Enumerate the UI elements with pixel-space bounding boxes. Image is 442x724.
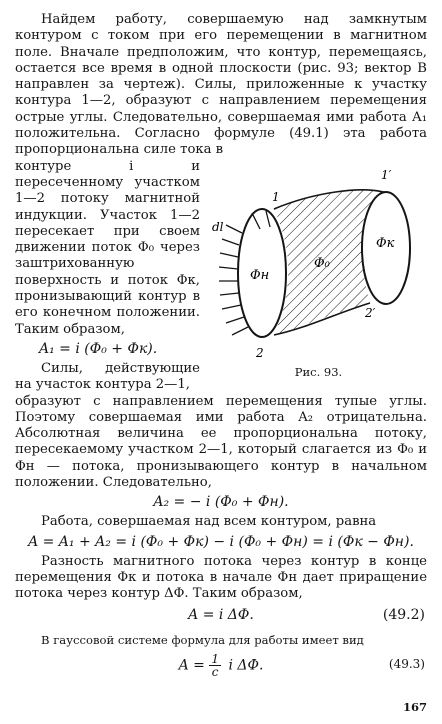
left-column xyxy=(15,159,200,394)
formula-49-2 xyxy=(15,607,427,627)
figure-93 xyxy=(212,163,425,379)
figure-caption: Рис. 93. xyxy=(294,364,343,379)
paragraph-flux-increment: Разность магнитного потока через контур в конце перемещения Φк и потока в начале Φн дает приращение потока через контур ΔΦ. Таким образом, xyxy=(15,553,427,602)
label-phi-0: Φ₀ xyxy=(314,255,330,271)
paragraph-flux-left: контуре i и пересеченному участком 1—2 потоку магнитной индукции. Участок 1—2 пересекает при своем движении поток Φ₀ через заштрихованную поверхность и поток Φк, пронизывающий контур в его конечном положении. Таким образом, xyxy=(15,158,200,337)
label-dl: dl xyxy=(212,219,224,234)
text-figure-wrap xyxy=(15,159,427,394)
paragraph-intro: Найдем работу, совершаемую над замкнутым контуром с током при его перемещении в магнитном поле. Вначале предположим, что контур, перемещаясь, остается все время в одной плоскости (рис. 93; вектор B направлен за чертеж). Силы, приложенные к участку контура 1—2, образуют с направлением перемещения острые углы. Следовательно, совершаемая ими работа A₁ положительна. Согласно формуле (49.1) эта работа пропорциональна силе тока в xyxy=(15,12,427,158)
label-phi-k: Φк xyxy=(376,235,395,251)
fraction-1-over-c xyxy=(209,653,221,678)
formula-a-total: A = A₁ + A₂ = i (Φ₀ + Φк) − i (Φ₀ + Φн) = i (Φк − Φн). xyxy=(28,533,414,550)
paragraph-gauss: В гауссовой системе формула для работы имеет вид xyxy=(41,632,364,647)
paragraph-total-work: Работа, совершаемая над всем контуром, равна xyxy=(41,514,377,530)
contour-diagram xyxy=(212,163,425,363)
formula-49-3-number: (49.3) xyxy=(388,656,425,671)
formula-49-3-expr xyxy=(15,653,427,678)
page-number: 167 xyxy=(402,700,427,714)
formula-49-3 xyxy=(15,651,427,679)
fraction-denominator: c xyxy=(211,664,219,679)
label-2: 2 xyxy=(256,345,264,360)
formula-a1: A₁ = i (Φ₀ + Φк). xyxy=(39,340,158,357)
fraction-numerator: 1 xyxy=(211,651,219,666)
paragraph-forces-rest: образуют с направлением перемещения тупые углы. Поэтому совершаемая ими работа A₂ отрицательна. Абсолютная величина ее пропорциональна потоку, пересекаемому участком 2—1, который слагается из Φ₀ и Φн — потока, пронизывающего контур в начальном положении. Следовательно, xyxy=(15,393,427,491)
label-phi-n: Φн xyxy=(250,267,270,283)
label-1prime: 1′ xyxy=(381,167,392,182)
formula-49-2-expr: A = i ΔΦ. xyxy=(188,606,254,623)
formula-49-3-lhs: A = xyxy=(178,657,205,673)
paragraph-forces-left: Силы, действующие на участок контура 2—1, xyxy=(15,360,200,393)
formula-49-2-number: (49.2) xyxy=(382,606,425,623)
label-2prime: 2′ xyxy=(365,305,376,320)
label-1: 1 xyxy=(272,189,280,204)
formula-49-3-rhs: i ΔΦ. xyxy=(228,657,264,673)
formula-a2: A₂ = − i (Φ₀ + Φн). xyxy=(153,494,289,511)
